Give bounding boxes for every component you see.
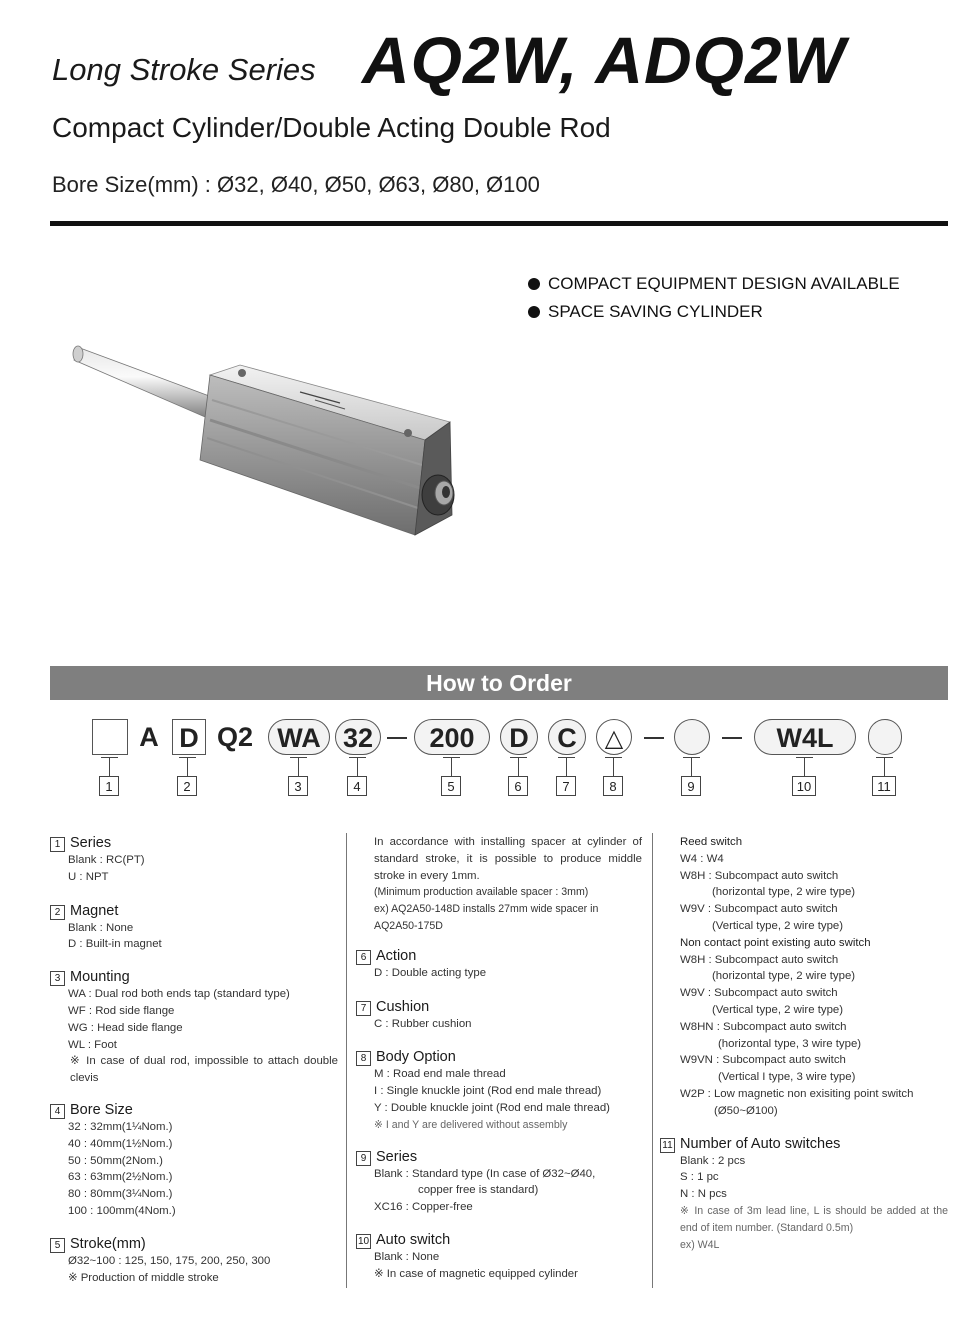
section-series-option: 9 Series bbox=[356, 1148, 642, 1166]
code-slot-5: 200 bbox=[414, 719, 490, 755]
order-number: 2 bbox=[177, 776, 197, 796]
feature-item: COMPACT EQUIPMENT DESIGN AVAILABLE bbox=[528, 274, 900, 294]
code-slot-7: C bbox=[548, 719, 586, 755]
leader-line bbox=[357, 757, 358, 776]
order-number: 6 bbox=[508, 776, 528, 796]
leader-line bbox=[566, 757, 567, 776]
column-2: In accordance with installing spacer at cylinder of standard stroke, it is possible to produce middle stroke in every 1mm. (Minimum production available spacer : 3mm) ex) AQ2A50-148D installs 27mm wide spacer in AQ2A50-175D 6 Action D : Double acting type 7 Cushion C : Rubber cushion 8 Body Option M : Road end male thread I : Single knuckle joint (Rod end male thread) Y : Double knuckle joint (Rod end male thread) ※ I and Y are delivered without assembly 9 Series Blank : Standard type (In case of Ø32~Ø40, copper free is standard) XC16 : Copper-free 10 Auto switch Blank : None ※ In case of magnetic equipped cylinder bbox=[357, 836, 642, 1280]
model-title: AQ2W, ADQ2W bbox=[362, 23, 846, 97]
leader-line bbox=[187, 757, 188, 776]
header-rule bbox=[50, 221, 948, 226]
code-slot-6: D bbox=[500, 719, 538, 755]
bullet-icon bbox=[528, 278, 540, 290]
section-mounting: 3 Mounting bbox=[50, 968, 338, 986]
how-to-order-header: How to Order bbox=[50, 666, 948, 700]
column-divider bbox=[346, 833, 347, 1288]
bullet-icon bbox=[528, 306, 540, 318]
code-fixed-q2: Q2 bbox=[216, 722, 254, 752]
subtitle: Compact Cylinder/Double Acting Double Rod bbox=[52, 112, 611, 143]
order-number: 4 bbox=[347, 776, 367, 796]
pneumatic-cylinder-illustration bbox=[70, 330, 470, 560]
section-number-of-auto-switches: 11 Number of Auto switches bbox=[660, 1135, 948, 1153]
order-number: 8 bbox=[603, 776, 623, 796]
leader-line bbox=[884, 757, 885, 776]
section-magnet: 2 Magnet bbox=[50, 902, 338, 920]
section-cushion: 7 Cushion bbox=[356, 998, 642, 1016]
section-auto-switch: 10 Auto switch bbox=[357, 1231, 451, 1248]
code-slot-2: D bbox=[172, 719, 206, 755]
code-slot-10: W4L bbox=[754, 719, 856, 755]
column-divider bbox=[652, 833, 653, 1288]
code-dash bbox=[387, 737, 407, 739]
code-slot-1 bbox=[92, 719, 128, 755]
section-series: 1 Series bbox=[50, 834, 338, 852]
code-slot-3: WA bbox=[268, 719, 330, 755]
leader-line bbox=[109, 757, 110, 776]
leader-line bbox=[298, 757, 299, 776]
column-3: Reed switch W4 : W4 W8H : Subcompact auto switch (horizontal type, 2 wire type) W9V : Subcompact auto switch (Vertical type, 2 wire type) Non contact point existing auto switch W8H : Subcompact auto switch (horizontal type, 2 wire type) W9V : Subcompact auto switch (Vertical type, 2 wire type) W8HN : Subcompact auto switch (horizontal type, 3 wire type) W9VN : Subcompact auto switch (Vertical I type, 3 wire type) W2P : Low magnetic non exisiting point switch (Ø50~Ø100) 11 Number of Auto switches Blank : 2 pcs S : 1 pc N : N pcs ※ In case of 3m lead line, L is should be added at the end of item number. (Standard 0.5m) ex) W4L bbox=[660, 834, 948, 1253]
section-action: 6 Action bbox=[356, 947, 642, 965]
order-number: 1 bbox=[99, 776, 119, 796]
code-slot-8: △ bbox=[596, 719, 632, 755]
order-number: 9 bbox=[681, 776, 701, 796]
order-number: 11 bbox=[872, 776, 896, 796]
order-number: 10 bbox=[792, 776, 816, 796]
leader-line bbox=[613, 757, 614, 776]
section-body-option: 8 Body Option bbox=[356, 1048, 642, 1066]
code-fixed-a: A bbox=[139, 722, 159, 752]
leader-line bbox=[804, 757, 805, 776]
order-number: 5 bbox=[441, 776, 461, 796]
column-1: 1 Series Blank : RC(PT) U : NPT 2 Magnet Blank : None D : Built-in magnet 3 Mounting WA : Dual rod both ends tap (standard type) WF : Rod side flange WG : Head side flange WL : Foot ※ In case of dual rod, impossible to attach double clevis 4 Bore Size 32 : 32mm(1¼Nom.) 40 : 40mm(1½Nom.) 50 : 50mm(2Nom.) 63 : 63mm(2½Nom.) 80 : 80mm(3¼Nom.) 100 : 100mm(4Nom.) 5 Stroke(mm) Ø32~100 : 125, 150, 175, 200, 250, 300 ※ Production of middle stroke bbox=[50, 834, 338, 1286]
code-slot-4: 32 bbox=[335, 719, 381, 755]
order-number: 7 bbox=[556, 776, 576, 796]
leader-line bbox=[518, 757, 519, 776]
feature-item: SPACE SAVING CYLINDER bbox=[528, 302, 763, 322]
section-bore-size: 4 Bore Size bbox=[50, 1101, 338, 1119]
leader-line bbox=[451, 757, 452, 776]
series-label: Long Stroke Series bbox=[52, 52, 316, 87]
code-dash bbox=[722, 737, 742, 739]
code-dash bbox=[644, 737, 664, 739]
bore-size-line: Bore Size(mm) : Ø32, Ø40, Ø50, Ø63, Ø80, Ø100 bbox=[52, 172, 540, 197]
section-stroke: 5 Stroke(mm) bbox=[50, 1235, 338, 1253]
leader-line bbox=[691, 757, 692, 776]
code-slot-9 bbox=[674, 719, 710, 755]
code-slot-11 bbox=[868, 719, 902, 755]
order-number: 3 bbox=[288, 776, 308, 796]
